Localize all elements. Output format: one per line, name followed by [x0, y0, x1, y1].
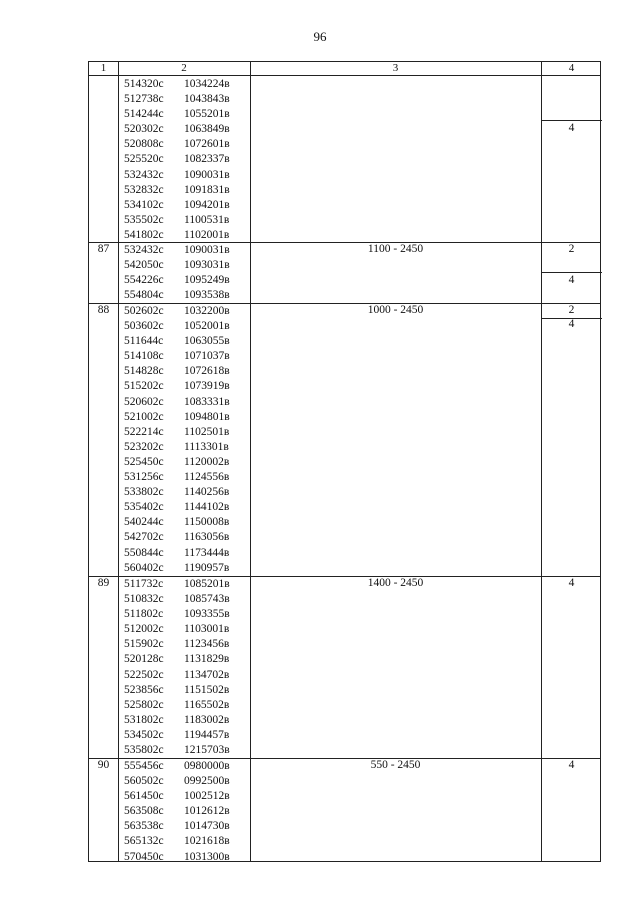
- coord-pair: 534502с 1194457в: [124, 728, 230, 741]
- coord-pair: 520602с 1083331в: [124, 395, 230, 408]
- coord-pair: 514108с 1071037в: [124, 350, 230, 363]
- coord-pair: 531256с 1124556в: [124, 471, 230, 484]
- coord-pair: 565132с 1021618в: [124, 835, 230, 848]
- coord-pair: 563538с 1014730в: [124, 820, 230, 833]
- header-col-2: 2: [181, 62, 187, 74]
- col4-value: 2: [568, 243, 575, 255]
- coords-list-89: [118, 577, 250, 758]
- header-col-3: 3: [392, 62, 399, 74]
- coord-pair: 561450с 1002512в: [124, 790, 230, 803]
- coord-pair: 550844с 1173444в: [124, 546, 230, 559]
- row-number-88: 88: [97, 304, 110, 316]
- col4-divider: [541, 272, 602, 273]
- header-divider: [89, 75, 600, 76]
- coord-pair: 554804с 1093538в: [124, 289, 230, 302]
- coords-list-87: [118, 243, 250, 303]
- header-col-1: 1: [100, 62, 107, 74]
- coord-pair: 520128с 1131829в: [124, 653, 230, 666]
- coord-pair: 535402с 1144102в: [124, 501, 230, 514]
- col4-value: 4: [568, 577, 575, 589]
- coord-pair: 515902с 1123456в: [124, 638, 230, 651]
- coord-pair: 514244с 1055201в: [124, 108, 230, 121]
- row-number-90: 90: [97, 759, 110, 771]
- coord-pair: 532432с 1090031в: [124, 168, 230, 181]
- coords-list-90: [118, 759, 250, 865]
- page-number: 96: [313, 29, 327, 44]
- coord-pair: 515202с 1073919в: [124, 380, 230, 393]
- coord-pair: 560502с 0992500в: [124, 775, 230, 788]
- coord-pair: 510832с 1085743в: [124, 593, 230, 606]
- coordinates-table: [88, 61, 601, 862]
- range-89: 1400 - 2450: [367, 577, 424, 589]
- coord-pair: 522502с 1134702в: [124, 668, 230, 681]
- coord-pair: 514828с 1072618в: [124, 365, 230, 378]
- row-number-89: 89: [97, 577, 110, 589]
- coord-pair: 570450с 1031300в: [124, 850, 230, 863]
- coord-pair: 520302с 1063849в: [124, 123, 230, 136]
- range-87: 1100 - 2450: [367, 243, 424, 255]
- coord-pair: 512002с 1103001в: [124, 623, 230, 636]
- coord-pair: 542050с 1093031в: [124, 259, 230, 272]
- column-divider: [250, 62, 251, 861]
- coord-pair: 532432с 1090031в: [124, 244, 230, 256]
- coord-pair: 533802с 1140256в: [124, 486, 230, 499]
- coords-list-continuation: [118, 77, 250, 243]
- coord-pair: 511644с 1063055в: [124, 335, 230, 348]
- coord-pair: 554226с 1095249в: [124, 274, 230, 287]
- coord-pair: 542702с 1163056в: [124, 531, 230, 544]
- coord-pair: 532832с 1091831в: [124, 183, 230, 196]
- coord-pair: 563508с 1012612в: [124, 805, 230, 818]
- coord-pair: 523856с 1151502в: [124, 683, 230, 696]
- coord-pair: 512738с 1043843в: [124, 93, 230, 106]
- coord-pair: 525802с 1165502в: [124, 698, 230, 711]
- column-divider: [541, 62, 542, 861]
- col4-value: 4: [568, 759, 575, 771]
- coord-pair: 535502с 1100531в: [124, 213, 230, 226]
- coord-pair: 520808с 1072601в: [124, 138, 230, 151]
- coord-pair: 525450с 1120002в: [124, 455, 230, 468]
- col4-divider: [541, 120, 602, 121]
- col4-value: 2: [568, 304, 575, 316]
- coord-pair: 560402с 1190957в: [124, 561, 230, 574]
- col4-value: 4: [568, 274, 575, 286]
- coord-pair: 522214с 1102501в: [124, 425, 230, 438]
- coord-pair: 523202с 1113301в: [124, 440, 229, 453]
- col4-value: 4: [568, 122, 575, 134]
- coord-pair: 511732с 1085201в: [124, 578, 230, 590]
- row-number-87: 87: [97, 243, 110, 255]
- coord-pair: 540244с 1150008в: [124, 516, 230, 529]
- coord-pair: 541802с 1102001в: [124, 228, 230, 241]
- header-col-4: 4: [568, 62, 575, 74]
- coord-pair: 502602с 1032200в: [124, 305, 230, 317]
- coord-pair: 521002с 1094801в: [124, 410, 230, 423]
- col4-value: 4: [568, 318, 575, 330]
- range-88: 1000 - 2450: [367, 304, 424, 316]
- coord-pair: 534102с 1094201в: [124, 198, 230, 211]
- coord-pair: 511802с 1093355в: [124, 608, 230, 621]
- coords-list-88: [118, 304, 250, 576]
- coord-pair: 514320с 1034224в: [124, 78, 230, 90]
- coord-pair: 503602с 1052001в: [124, 320, 230, 333]
- coord-pair: 535802с 1215703в: [124, 744, 230, 757]
- range-90: 550 - 2450: [370, 759, 421, 771]
- coord-pair: 525520с 1082337в: [124, 153, 230, 166]
- coord-pair: 555456с 0980000в: [124, 760, 230, 772]
- coord-pair: 531802с 1183002в: [124, 713, 230, 726]
